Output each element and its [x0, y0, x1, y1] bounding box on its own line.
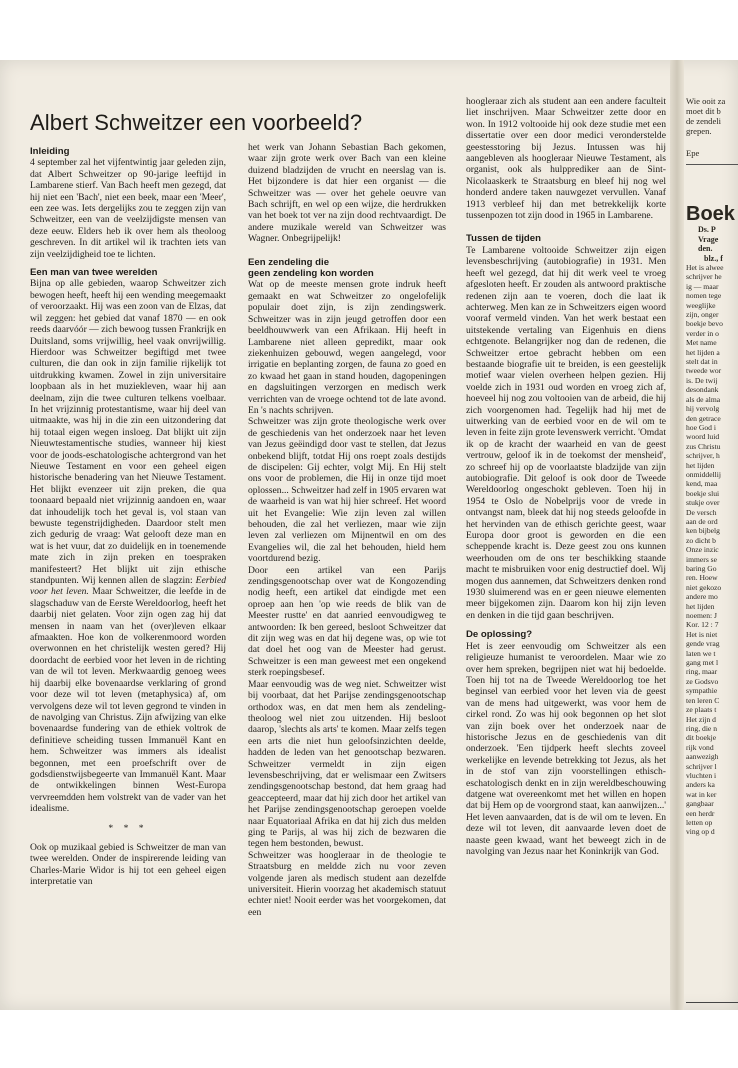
section-heading-de-oplossing: De oplossing?	[466, 629, 533, 641]
adjacent-line: laten we t	[686, 648, 716, 658]
adjacent-line: anders ka	[686, 780, 715, 790]
adjacent-line: weeglijke	[686, 300, 716, 310]
article-title: Albert Schweitzer een voorbeeld?	[30, 110, 363, 135]
paragraph: Schweitzer was zijn grote theologische werk over de geschiedenis van het onderzoek naar het leven van Jezus geëindigd door vast te stellen, dat Jezus onbekend blijft, totdat Hij ons roept zoals destijds de discipelen: Gij echter, volgt Mij. En Hij stelt ons voor de problemen, die Hij in onze tijd moet oplossen... Schweitzer had zelf in 1905 ervaren wat de waarheid is van wat hij hier schreef. Het woord uit het Evangelie: Wie zijn leven zal willen behouden, die zal het verliezen, maar wie zijn leven zal verliezen om Mijnentwil en om des Evangelies wil, die zal het behouden, hield hem voortdurend bezig.	[248, 416, 446, 565]
paragraph: het werk van Johann Sebastian Bach gekomen, waar zijn grote werk over Bach van een kleine duizend bladzijden de vrucht en neerslag van is. Het bijzondere is dat hier een organist — die Schweitzer was — over het gehele oeuvre van Bach schrijft, en wel op een wijze, die herdrukken van het boek tot ver na zijn dood rechtvaardigt. De andere muzikale wereld van Schweitzer was Wagner. Onbegrijpelijk!	[248, 142, 446, 245]
adjacent-line: sympathie	[686, 686, 718, 696]
adjacent-line: Het is niet	[686, 629, 718, 639]
adjacent-line: boekje slui	[686, 488, 720, 498]
adjacent-line: zijn, onger	[686, 310, 719, 320]
article-column-2	[248, 142, 446, 1012]
section-separator: * * *	[108, 822, 148, 834]
adjacent-line: het lijden	[686, 460, 715, 470]
adjacent-line: hij vervolg	[686, 404, 720, 414]
adjacent-line: noemen: J	[686, 611, 718, 621]
paragraph: hoogleraar zich als student aan een andere faculteit liet inschrijven. Maar Schweitzer zette door en won. In 1912 voltooide hij ook deze studie met een dissertatie over een door medici veronderstelde geestesstoring bij Jezus. Intussen was hij aangebleven als hoogleraar Nieuwe Testament, als organist, ook als hulpprediker aan de Sint-Nicolaaskerk te Straatsburg en bleef hij nog wel honderd andere taken nauwgezet vervullen. Vanaf 1913 verbleef hij dan met betrekkelijk korte tussenpozen tot zijn dood in 1965 in Lambarene.	[466, 96, 666, 222]
adjacent-line: het lijden	[686, 601, 715, 611]
adjacent-line: ving op d	[686, 827, 715, 837]
adjacent-line: Het is alwee	[686, 263, 724, 272]
adjacent-line: nomen tege	[686, 291, 722, 301]
adjacent-line: stukje over	[686, 498, 720, 508]
adjacent-line: woord luid	[686, 432, 720, 442]
adjacent-box: Wie ooit za moet dit b de zendeli grepen. Epe	[686, 96, 738, 165]
adjacent-line: rijk vond	[686, 742, 714, 752]
adjacent-heading: Boek	[686, 203, 735, 225]
adjacent-line: immers se	[686, 554, 718, 564]
adjacent-line: schrijver l	[686, 761, 717, 771]
adjacent-line: verder in o	[686, 328, 719, 338]
adjacent-subheading: Ds. P Vrage den. blz., f	[698, 225, 723, 263]
emphasis-quote: Eerbied voor het leven.	[30, 575, 226, 598]
adjacent-line: De versch	[686, 507, 717, 517]
paragraph: Bijna op alle gebieden, waarop Schweitzer zich bewogen heeft, heeft hij een wending meegemaakt of veroorzaakt. Hij was een zoon van de Elzas, dat wil zeggen: het gebied dat vanaf 1870 — en ook reeds daarvóór — zich bewoog tussen Frankrijk en Duitsland, soms vrijwillig, heel vaak onvrijwillig. Hierdoor was Schweitzer begiftigd met twee culturen, die dan ook in zijn familie rijkelijk tot uitdrukking kwamen. Zowel in zijn universitaire loopbaan als in het muziekleven, waar hij aan deelnam, zijn die twee culturen telkens voelbaar. In het vrijzinnig protestantisme, waar hij deel van uitmaakte, was hij in die zin een uitzondering dat hij totaal eigen wegen insloeg. Dat blijkt uit zijn Nieuwtestamentische studies, wanneer hij kiest voor de joods-eschatologische achtergrond van het Nieuwe Testament en voor een geheel eigen historische benadering van het Nieuwe Testament. Het blijkt evenzeer uit zijn preken, die qua toonaard bepaald niet vrijzinnig aandoen en, waar dat inhoudelijk toch het geval is, vol staan van bewuste tegenstrijdigheden. Daardoor stelt men zich gedurig de vraag: Wat gelooft deze man en wat is het vuur, dat zo duidelijk en in toenemende mate zich in zijn preken en toespraken manifesteert? Het blijkt uit zijn ethische standpunten. Wij kennen allen de slagzin: Eerbied voor het leven. Maar Schweitzer, die leefde in de slagschaduw van de Eerste Wereldoorlog, heeft het daarbij niet gelaten. Voor zijn ogen zag hij dat mensen in naam van het (over)leven elkaar afmaakten. Hoe kon de volkerenmoord worden overwonnen en het christelijk westen gered? Hij doordacht de eerbied voor het leven in de richting van de wil tot leven. Merkwaardig genoeg wees hij daarbij elke bovenaardse verklaring of grond voor deze wil tot leven (metaphysica) af, om vervolgens deze wil tot leven gegrond te vinden in de navolging van Christus. Zijn afwijzing van elke bovenaardse fundering van de ethiek voltrok de definitieve scheiding tussen Immanuël Kant en hem. Schweitzer was immers als idealist begonnen, met een proefschrift over de godsdienstwijsbegeerte van Immanuël Kant. Maar de ontwikkelingen binnen West-Europa vervreemdden hem volstrekt van de vader van het idealisme.	[30, 278, 226, 815]
adjacent-line: zo dicht b	[686, 535, 716, 545]
paragraph: Het is zeer eenvoudig om Schweitzer als een religieuze humanist te veroordelen. Maar wie zo over hem spreken, begrijpen niet wat hij bedoelde. Toen hij tot na de Tweede Wereldoorlog toe het beginsel van eerbied voor het leven via de geest van de mens had uitgewerkt, was voor hem de cirkel rond. Zo was hij ook begonnen op het slot van zijn boek over het onderzoek naar de historische Jezus en de geschiedenis van dit onderzoek. 'Een tijdperk heeft slechts zoveel werkelijke en levende betrekking tot Jezus, als het in de stof van zijn voorstellingen ethisch-eschatologisch denkt en in zijn wereldbeschouwing datgene wat overeenkomt met het willen en hopen dat bij Hem op de voorgrond staat, kan aanwijzen...' Het leven aanvaarden, dat is de wil om te leven. En deze wil tot leven, dit aanvaarde leven doet de naaste geen kwaad, want het beweegt zich in de navolging van Jezus naar het Koninkrijk van God.	[466, 640, 666, 857]
adjacent-line: Het zijn d	[686, 714, 716, 724]
paragraph: Ook op muzikaal gebied is Schweitzer de man van twee werelden. Onder de inspirerende leiding van Charles-Marie Widor is hij tot een geheel eigen interpretatie van	[30, 841, 226, 888]
adjacent-line: onmiddellij	[686, 469, 722, 479]
adjacent-line: tweede wor	[686, 366, 722, 376]
adjacent-line: ze Godsvo	[686, 676, 719, 686]
adjacent-line: ten leren C	[686, 695, 720, 705]
adjacent-line: ring, maar	[686, 667, 718, 677]
adjacent-line: is. De twij	[686, 375, 718, 385]
adjacent-line: andere mo	[686, 592, 718, 602]
paragraph: Maar eenvoudig was de weg niet. Schweitzer wist bij voorbaat, dat het Parijse zendingsgenootschap orthodox was, en dat men hem als zendeling-theoloog wel niet zou uitzenden. Hij besloot daarop, 'slechts als arts' te komen. Maar zelfs tegen een arts die niet hun geloofsinzichten deelde, hadden de leden van het genootschap bezwaren. Schweitzer vermeldt in zijn eigen levensbeschrijving, dat er welismaar een Zwitsers zendingsgenootschap bestond, dat hem graag had geaccepteerd, maar dat hij zich door het artikel van het Parijse zendingsgenootschap geroepen voelde naar Equatoriaal Afrika en dat hij zich dus melden ging te Parijs, al was hij zich de bezwaren die tegen hem bestonden, bewust.	[248, 678, 446, 850]
adjacent-line: Onze inzic	[686, 545, 719, 555]
adjacent-page-column	[686, 96, 738, 1006]
adjacent-line: schrijver he	[686, 272, 722, 282]
adjacent-line: Kor. 12 : 7	[686, 620, 719, 630]
adjacent-line: den getrace	[686, 413, 721, 423]
article-column-1	[30, 142, 226, 1012]
section-heading-inleiding: Inleiding	[30, 146, 70, 157]
adjacent-line: kend, maa	[686, 479, 718, 489]
adjacent-line: schrijver, h	[686, 451, 720, 461]
adjacent-line: gende vrag	[686, 639, 720, 649]
paragraph: Te Lambarene voltooide Schweitzer zijn eigen levensbeschrijving (autobiografie) in 1931. Men heeft wel gezegd, dat hij dit werk veel te vroeg afgesloten heeft. Er zouden als antwoord praktische redenen zijn aan te voeren, doch die laat ik achterweg. Men kan ze in Schweitzers eigen woord vooraf vermeld vinden. Van het werk bestaat een uitstekende vertaling van Eigenhuis en diens echtgenote. Belangrijker nog dan de redenen, die Schweitzer ertoe gebracht hebben om een bestaande biografie uit te breiden, is een geestelijk motief waar vielen overheen helpen gezien. Hij voelde zich in 1931 oud worden en vroeg zich af, hoeveel hij nog zou voltooien van de arbeid, die hij zich voorgenomen had. Tegelijk had hij met de uitwerking van de eerbied voor en de wil om te leven in feite zijn grote levenswerk verricht. 'Omdat ik op de kracht der waarheid en van de geest vertrouw, geloof ik in de toekomst der mensheid', zo schreef hij op de voorlaatste bladzijde van zijn autobiografie. Dit geloof is ook door de Tweede Wereldoorlog ongeschokt gebleven. Toen hij in 1954 te Oslo de Nobelprijs voor de vrede in ontvangst nam, bleek dat hij nog steeds geloofde in het hervinden van de ethisch gerichte geest, waar Europa door groot is geworden en die een scheppende kracht is. Deze geest zou ons kunnen weerhouden om de ons ter beschikking staande macht te misbruiken voor enig destructief doel. Wij mogen dus aannemen, dat Schweitzers denken rond 1930 sluimerend was en er geen nieuwe elementen meer bijgekomen zijn. Daarom kon hij zijn leven en denken in die tijd gaan beschrijven.	[466, 244, 666, 621]
section-heading-tussen-de-tijden: Tussen de tijden	[466, 233, 541, 245]
adjacent-line: niet gekozo	[686, 582, 722, 592]
adjacent-line: ken bijbelg	[686, 526, 720, 536]
adjacent-line: het lijden a	[686, 347, 720, 357]
paragraph: Schweitzer was hoogleraar in de theologie te Straatsburg en meldde zich nu voor zeven volgende jaren als medisch student aan dezelfde universiteit. Hierin voorzag het akademisch statuut echter niet! Nooit eerder was het voorgekomen, dat een	[248, 849, 446, 918]
page-gutter	[670, 60, 684, 1010]
adjacent-line: desondank	[686, 385, 719, 395]
adjacent-line: dit boekje	[686, 733, 717, 743]
adjacent-line: een herdr	[686, 808, 715, 818]
adjacent-line: ring, die n	[686, 723, 718, 733]
adjacent-line: Met name	[686, 338, 717, 348]
adjacent-line: hoe God i	[686, 422, 716, 432]
adjacent-line: zus Christu	[686, 441, 721, 451]
adjacent-line: ren. Hoew	[686, 573, 718, 583]
adjacent-text	[686, 263, 738, 837]
adjacent-line: ig — maar	[686, 281, 719, 291]
adjacent-line: als de alma	[686, 394, 721, 404]
adjacent-line: letten op	[686, 817, 713, 827]
paragraph: Wat op de meeste mensen grote indruk heeft gemaakt en wat Schweitzer zo ongelofelijk populair doet zijn, is zijn zendingswerk. Schweitzer was in zijn jeugd getroffen door een beeldhouwwerk van een Afrikaan. Hij heeft in Lambarene niet alleen gepredikt, maar ook ziekenhuizen gebouwd, wegen aangelegd, voor irrigatie en beplanting zorgen, de fauna zo goed en zo kwaad het gaan in stand houden, dagopeningen en dagsluitingen verzorgen en medisch werk verrichten van de vroege ochtend tot de late avond. En 's nachts schrijven.	[248, 279, 446, 416]
adjacent-line: aanwezigh	[686, 752, 719, 762]
adjacent-line: gangbaar	[686, 799, 714, 809]
adjacent-line: gang met l	[686, 658, 719, 668]
adjacent-line: baring Go	[686, 564, 717, 573]
section-heading-zendeling: Een zendeling die geen zendeling kon worden	[248, 256, 374, 280]
adjacent-line: aan de ord	[686, 516, 718, 526]
paragraph: Door een artikel van een Parijs zendingsgenootschap over wat de Kongozending nodig heeft, een artikel dat eindigde met een oproep aan hen 'op wie reeds de blik van de Meester rustte' en dat aanried eenvoudigweg te antwoorden: Ik ben gereed, besloot Schweitzer dat dit zijn weg was en dat hij degene was, op wie tot dat doel het oog van de Meester had gerust. Schweitzer is een man geweest met een ongekend sterk roepingsbesef.	[248, 564, 446, 679]
adjacent-line: vluchten i	[686, 770, 717, 780]
section-heading-twee-werelden: Een man van twee werelden	[30, 267, 158, 279]
paragraph: 4 september zal het vijfentwintig jaar geleden zijn, dat Albert Schweitzer op 90-jarige leeftijd in Lambarene stierf. Van Bach heeft men gezegd, dat hij niet een 'Bach', niet een beek, maar een 'Meer', een zee was. Iets dergelijks zou te zeggen zijn van Schweitzer, een van de veelzijdigste mensen van deze eeuw. Elders heb ik over hem als theoloog geschreven. In dit artikel wil ik trachten iets van zijn veelzijdigheid toe te lichten.	[30, 157, 226, 260]
divider	[686, 1002, 738, 1003]
adjacent-line: boekje bevo	[686, 319, 723, 329]
article-column-3	[466, 96, 666, 1012]
adjacent-line: ze plaats t	[686, 705, 717, 715]
adjacent-line: wat in ker	[686, 789, 717, 799]
adjacent-line: stelt dat in	[686, 357, 718, 367]
